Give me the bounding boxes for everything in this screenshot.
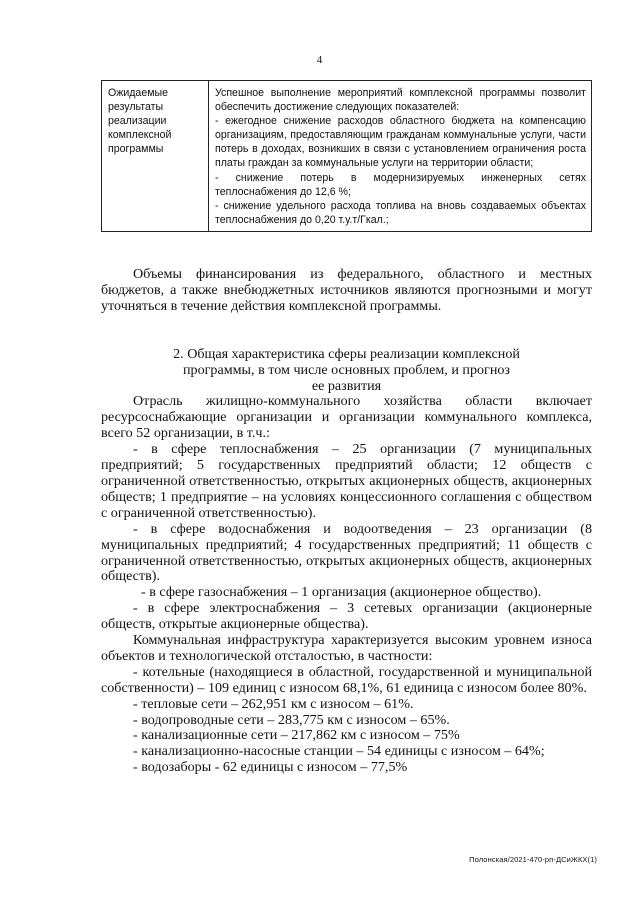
- expected-results-table: [101, 80, 592, 232]
- list-item: - в сфере газоснабжения – 1 организация (акционерное общество).: [141, 584, 542, 601]
- content-line: - снижение удельного расхода топлива на вновь создаваемых объектах теплоснабжения до 0,20 т.у.т/Гкал.;: [215, 199, 586, 226]
- row-label-line: Ожидаемые: [108, 87, 168, 99]
- list-item: - в сфере электроснабжения – 3 сетевых организации (акционерные обществ, открытые акционерные общества).: [101, 600, 592, 633]
- row-label-line: результаты: [108, 101, 164, 114]
- list-item: - водозаборы - 62 единицы с износом – 77,5%: [133, 759, 408, 776]
- row-label-line: программы: [108, 143, 164, 156]
- section-heading-line: программы, в том числе основных проблем, и прогноз: [183, 361, 510, 378]
- paragraph: Отрасль жилищно-коммунального хозяйства области включает ресурсоснабжающие организации и организации коммунального комплекса, всего 52 организации, в т.ч.:: [101, 393, 592, 442]
- paragraph: Коммунальная инфраструктура характеризуется высоким уровнем износа объектов и технологической отсталостью, в частности:: [101, 632, 592, 664]
- list-item: - в сфере водоснабжения и водоотведения – 23 организации (8 муниципальных предприятий; 4 государственных предприятий; 11 обществ с ограниченной ответственностью, открытых акционерных обществ, акционерных обществ).: [101, 520, 592, 585]
- row-label-line: реализации: [108, 115, 167, 128]
- content-line: - ежегодное снижение расходов областного бюджета на компенсацию организациям, предоставляющим гражданам коммунальные услуги, части потерь в доходах, возникших в связи с установлением ограничения роста платы граждан за коммунальные услуги на территории области;: [215, 115, 586, 170]
- row-label-line: комплексной: [108, 129, 172, 142]
- document-body: [101, 267, 592, 776]
- list-item: - в сфере теплоснабжения – 25 организации (7 муниципальных предприятий; 5 государственных предприятий области; 12 обществ с ограниченной ответственностью, открытых акционерных обществ, акционерных обществ; 1 предприятие – на условиях концессионного соглашения с обществом с ограниченной ответственностью).: [101, 441, 592, 521]
- list-item: - водопроводные сети – 283,775 км с износом – 65%.: [133, 711, 450, 728]
- section-heading-line: ее развития: [311, 377, 382, 394]
- list-item: - котельные (находящиеся в областной, государственной и муниципальной собственности) – 109 единиц с износом 68,1%, 61 единица с износом более 80%.: [101, 663, 592, 696]
- list-item: - тепловые сети – 262,951 км с износом – 61%.: [133, 695, 414, 712]
- list-item: - канализационные сети – 217,862 км с износом – 75%: [133, 727, 460, 744]
- intro-paragraph: Объемы финансирования из федерального, областного и местных бюджетов, а также внебюджетных источников являются прогнозными и могут уточняться в течение действия комплексной программы.: [101, 266, 592, 314]
- footer-document-code: Полонская/2021-470-рп-ДСиЖКХ(1): [469, 855, 597, 864]
- list-item: - канализационно-насосные станции – 54 единицы с износом – 64%;: [133, 743, 545, 760]
- section-heading: [101, 347, 592, 395]
- row-content-cell: [209, 81, 592, 232]
- row-label-cell: [102, 81, 209, 232]
- section-heading-line: 2. Общая характеристика сферы реализации комплексной: [173, 345, 520, 362]
- page-number: 4: [316, 54, 323, 66]
- content-line: - снижение потерь в модернизируемых инженерных сетях теплоснабжения до 12,6 %;: [215, 171, 586, 198]
- content-line: Успешное выполнение мероприятий комплексной программы позволит обеспечить достижение следующих показателей:: [215, 87, 586, 114]
- table-row: [102, 81, 592, 232]
